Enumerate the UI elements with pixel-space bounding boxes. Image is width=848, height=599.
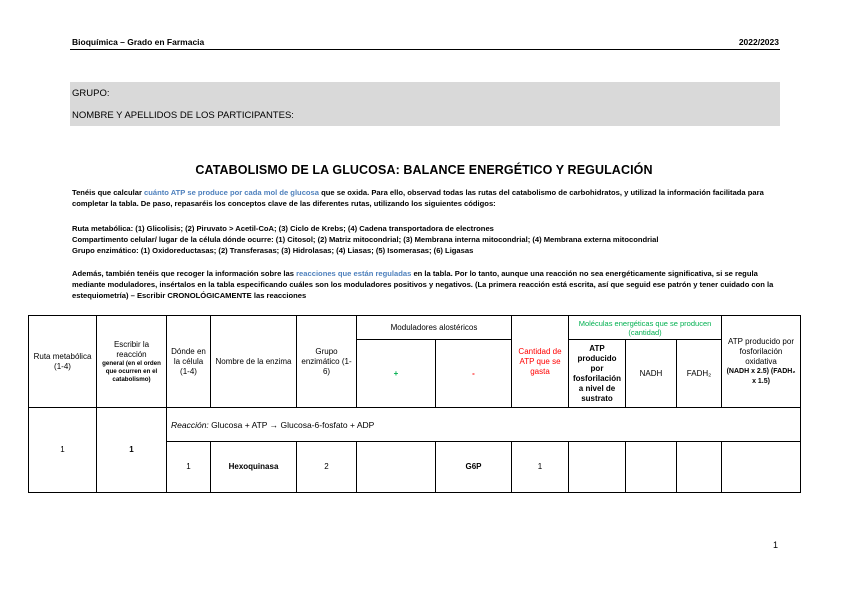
cell-reaction xyxy=(167,408,801,442)
cell-fadh xyxy=(677,442,722,493)
header-atp-sustrato: ATP producido por fosforilación a nivel de sustrato xyxy=(569,340,626,408)
intro-paragraph xyxy=(72,187,778,209)
header-atp-oxidativa xyxy=(722,316,801,408)
cell-mod-negative: G6P xyxy=(436,442,512,493)
reaction-label: Reacción: xyxy=(171,419,209,430)
energy-balance-table xyxy=(28,315,801,493)
cell-ruta: 1 xyxy=(29,408,97,493)
page-title: CATABOLISMO DE LA GLUCOSA: BALANCE ENERGÉTICO Y REGULACIÓN xyxy=(195,163,653,177)
header-escribir-title: Escribir la reacción xyxy=(113,339,150,359)
header-divider xyxy=(70,49,780,50)
regulation-highlight: reacciones que están reguladas xyxy=(296,269,412,278)
group-label: GRUPO: xyxy=(72,88,110,99)
regulation-text-post: en la tabla. Por lo tanto, aunque una reacción no sea energéticamente significativa, si se regula mediante moduladores, insértalos en la tabla especificando cuáles son los moduladores positivos y negativos. (La primera reacción está escrita, así que seguid ese patrón y tener cuidado con la estequiometría) – Escribir CRONOLÓGICAMENTE las reacciones xyxy=(72,269,774,300)
cell-enzima: Hexoquinasa xyxy=(211,442,297,493)
header-escribir-detail: general (en el orden que ocurren en el catabolismo) xyxy=(102,359,161,383)
header-cantidad: Cantidad de ATP que se gasta xyxy=(512,316,569,408)
header-ruta: Ruta metabólica (1-4) xyxy=(29,316,97,408)
header-grupo: Grupo enzimático (1-6) xyxy=(297,316,357,408)
code-compartimento: Compartimento celular/ lugar de la célula dónde ocurre: (1) Citosol; (2) Matriz mitocondrial; (3) Membrana interna mitocondrial; (4) Membrana externa mitocondrial xyxy=(72,235,659,244)
code-ruta: Ruta metabólica: (1) Glicolisis; (2) Piruvato > Acetil-CoA; (3) Ciclo de Krebs; (4) Cadena transportadora de electrones xyxy=(72,224,494,233)
cell-escribir: 1 xyxy=(97,408,167,493)
code-grupo: Grupo enzimático: (1) Oxidoreductasas; (2) Transferasas; (3) Hidrolasas; (4) Liasas; (5) Isomerasas; (6) Ligasas xyxy=(72,246,474,255)
header-moduladores: Moduladores alostéricos xyxy=(357,316,512,340)
intro-text-pre: Tenéis que calcular xyxy=(72,188,145,197)
page-number: 1 xyxy=(773,540,779,550)
regulation-paragraph xyxy=(72,268,778,301)
header-year: 2022/2023 xyxy=(738,37,779,47)
header-atp-oxidativa-detail: (NADH x 2.5) (FADH₂ x 1.5) xyxy=(726,367,796,385)
cell-atp-sustrato xyxy=(569,442,626,493)
cell-atp-oxidativa xyxy=(722,442,801,493)
intro-text-post: que se oxida. Para ello, observad todas las rutas del catabolismo de carbohidratos, y utilizad la información facilitada para completar la tabla. De paso, repasaréis los conceptos clave de las diferentes rutas, utilizando los siguientes códigos: xyxy=(72,188,764,208)
header-moleculas: Moléculas energéticas que se producen (cantidad) xyxy=(569,316,722,340)
header-mod-positive: + xyxy=(357,340,436,408)
header-mod-negative: - xyxy=(436,340,512,408)
header-fadh: FADH₂ xyxy=(677,340,722,408)
cell-mod-positive xyxy=(357,442,436,493)
header-escribir xyxy=(97,316,167,408)
cell-cantidad: 1 xyxy=(512,442,569,493)
group-info-box xyxy=(70,82,780,126)
header-course: Bioquímica – Grado en Farmacia xyxy=(72,37,205,47)
header-nadh: NADH xyxy=(626,340,677,408)
reaction-equation: Glucosa + ATP → Glucosa-6-fosfato + ADP xyxy=(208,419,375,430)
cell-grupo: 2 xyxy=(297,442,357,493)
header-atp-oxidativa-title: ATP producido por fosforilación oxidativa xyxy=(728,336,794,366)
regulation-text-pre: Además, también tenéis que recoger la información sobre las xyxy=(72,269,297,278)
intro-highlight: cuánto ATP se produce por cada mol de glucosa xyxy=(144,188,320,197)
header-enzima: Nombre de la enzima xyxy=(211,316,297,408)
participants-label: NOMBRE Y APELLIDOS DE LOS PARTICIPANTES: xyxy=(72,110,294,121)
cell-nadh xyxy=(626,442,677,493)
header-donde: Dónde en la célula (1-4) xyxy=(167,316,211,408)
cell-donde: 1 xyxy=(167,442,211,493)
